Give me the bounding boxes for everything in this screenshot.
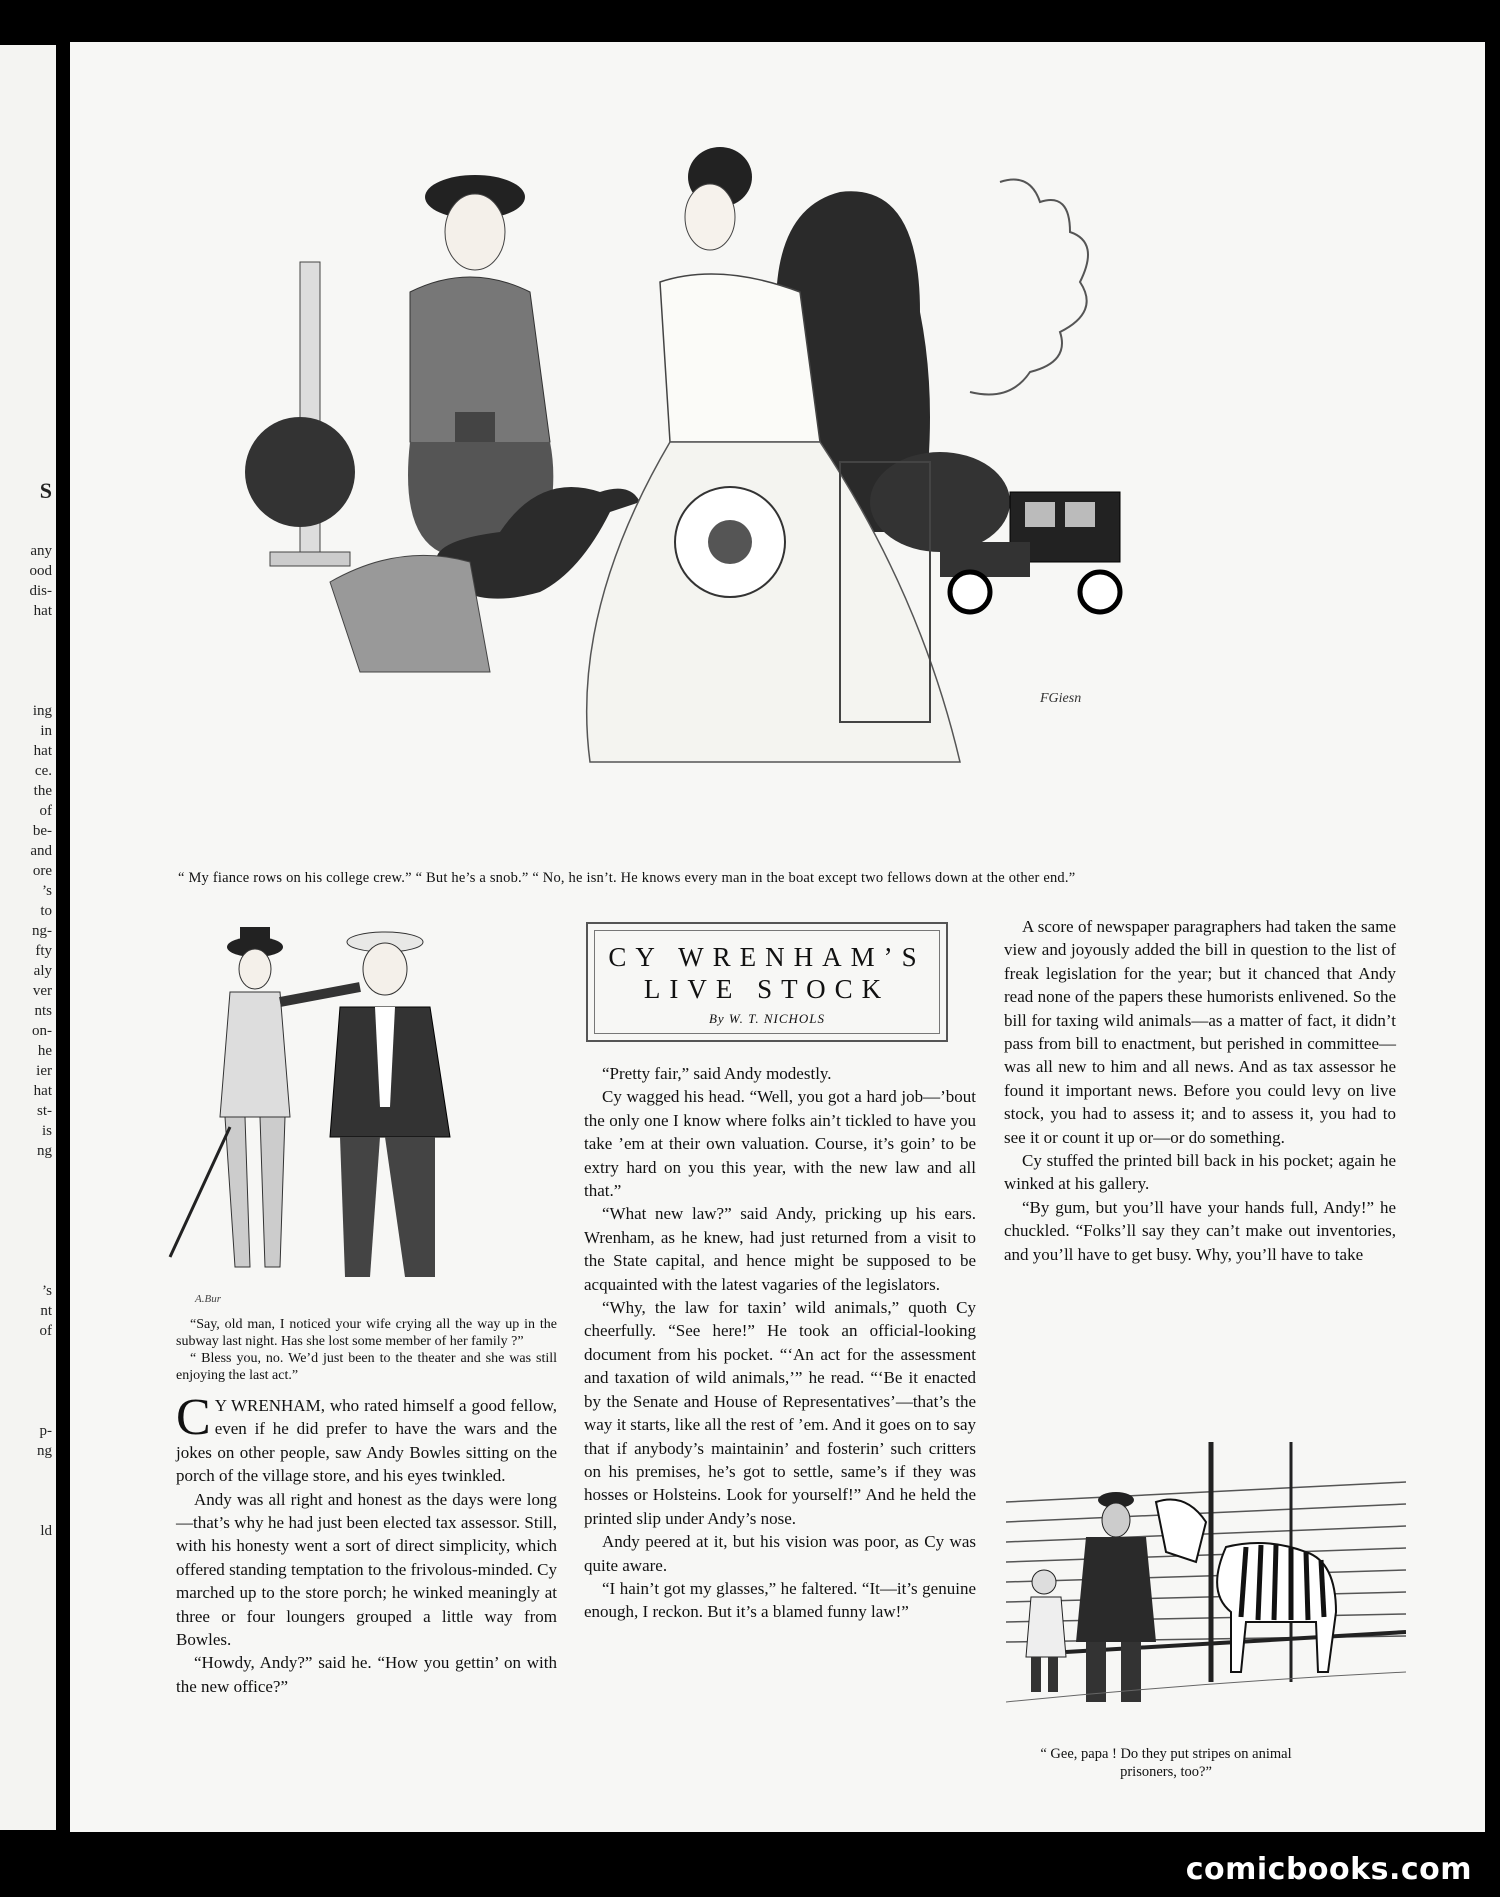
title-line-2: LIVE STOCK xyxy=(643,974,891,1004)
prev-page-fragment: to xyxy=(40,903,52,919)
caption-line-1: “Say, old man, I noticed your wife crying all the way up in the subway last night. Has she lost some member of her family ?” xyxy=(176,1317,557,1349)
prev-page-fragment: p- xyxy=(39,1423,52,1439)
prev-page-fragment: any xyxy=(30,543,52,559)
prev-page-fragment: dis- xyxy=(29,583,52,599)
col3-para-2: Cy stuffed the printed bill back in his pocket; again he winked at his gallery. xyxy=(1004,1151,1396,1194)
zebra-illustration xyxy=(1006,1442,1406,1732)
watermark: comicbooks.com xyxy=(1185,1852,1472,1887)
caption-line-2: “ Bless you, no. We’d just been to the theater and she was still enjoying the last act.” xyxy=(176,1351,557,1383)
prev-page-fragment: S xyxy=(39,478,52,503)
previous-page-edge xyxy=(0,45,56,1830)
prev-page-fragment: of xyxy=(39,803,52,819)
prev-page-fragment: ng xyxy=(37,1143,52,1159)
prev-page-fragment: ing xyxy=(32,703,52,719)
prev-page-fragment: fty xyxy=(35,943,52,959)
top-caption: “ My fiance rows on his college crew.” “ But he’s a snob.” “ No, he isn’t. He knows every man in the boat except two fellows down at the other end.” xyxy=(178,870,1076,886)
prev-page-fragment: hat xyxy=(33,603,52,619)
prev-page-fragment: in xyxy=(40,723,52,739)
prev-page-fragment: ’s xyxy=(41,883,52,899)
prev-page-fragment: ng- xyxy=(32,923,52,939)
prev-page-fragment: hat xyxy=(33,1083,52,1099)
prev-page-fragment: nt xyxy=(40,1303,52,1319)
col2-para-6: “I hain’t got my glasses,” he faltered. “It—it’s genuine enough, I reckon. But it’s a blamed funny law!” xyxy=(584,1578,976,1622)
col2-para-3: “What new law?” said Andy, pricking up his ears. Wrenham, as he knew, had just returned from a visit to the State capital, and hence might be supposed to be acquainted with the latest vagaries of the legislators. xyxy=(584,1204,976,1294)
col2-para-2: Cy wagged his head. “Well, you got a hard job—’bout the only one I know where folks ain’t tickled to have you take ’em at their own valuation. Course, it’s goin’ to be extry hard on you this year, with the new law and all that.” xyxy=(584,1087,976,1201)
prev-page-fragment: ood xyxy=(29,563,52,579)
prev-page-fragment: ng xyxy=(37,1443,52,1459)
man-figure xyxy=(1076,1492,1156,1702)
prev-page-fragment: ld xyxy=(40,1523,52,1539)
col1-para-2: Andy was all right and honest as the days were long—that’s why he had just been elected tax assessor. Still, with his honesty went a sort of direct simplicity, which offered standing temptation to the frivolous-minded. Cy marched up to the store porch; he winked meaningly at three or four loungers grouped a little way from Bowles. xyxy=(176,1489,557,1650)
prev-page-fragment: hat xyxy=(33,743,52,759)
column-3 xyxy=(1004,915,1396,1266)
page-gutter xyxy=(56,45,70,1830)
prev-page-fragment: be- xyxy=(32,823,52,839)
col3-para-1: A score of newspaper paragraphers had taken the same view and joyously added the bill in question to the list of freak legislation for the year; but it chanced that Andy read none of the papers these humorists enlivened. So the bill for taxing wild animals—as a matter of fact, it didn’t pass from bill to enactment, but perished in committee—was all new to him and all news. And as tax assessor he found it important news. Before you could levy on live stock, you had to assess it; and to assess it, you had to see it or count it up or—or do something. xyxy=(1004,917,1396,1147)
prev-page-fragment: st- xyxy=(37,1103,52,1119)
column-2 xyxy=(584,1062,976,1624)
column-1 xyxy=(176,1389,557,1698)
two-men-illustration xyxy=(150,907,520,1307)
col1-para-3: “Howdy, Andy?” said he. “How you gettin’ on with the new office?” xyxy=(176,1653,557,1696)
prev-page-fragment: is xyxy=(41,1123,52,1139)
top-illustration xyxy=(240,112,1220,852)
prev-page-fragment: ier xyxy=(36,1063,52,1079)
svg-text:A.Bur: A.Bur xyxy=(195,1293,221,1305)
byline: By W. T. NICHOLS xyxy=(708,1011,826,1026)
two-men-caption xyxy=(176,1316,557,1384)
dropcap: C xyxy=(176,1389,211,1446)
prev-page-fragment: aly xyxy=(33,963,52,979)
col1-para-1: C Y WRENHAM, who rated himself a good fellow, even if he did prefer to have the wars and the jokes on other people, saw Andy Bowles sitting on the porch of the village store, and his eyes twinkled. xyxy=(176,1389,557,1486)
prev-page-fragment: ore xyxy=(32,863,52,879)
svg-text:FGiesn: FGiesn xyxy=(1040,691,1082,706)
prev-page-fragment: nts xyxy=(34,1003,52,1019)
col3-para-3: “By gum, but you’ll have your hands full, Andy!” he chuckled. “Folks’ll say they can’t make out inventories, and you’ll have to get busy. Why, you’ll have to take xyxy=(1004,1197,1396,1264)
col2-para-4: “Why, the law for taxin’ wild animals,” quoth Cy cheerfully. “See here!” He took an official-looking document from his pocket. “‘An act for the assessment and taxation of wild animals,’” he read. “‘Be it enacted by the Senate and House of Representatives’—that’s the way it starts, like all the rest of ’em. And it goes on to say that if anybody’s maintainin’ and fosterin’ such critters on his premises, he’s got to settle, same’s if they was hosses or Holsteins. Look for yourself!” And he held the printed slip under Andy’s nose. xyxy=(584,1298,976,1528)
magazine-page xyxy=(70,42,1485,1832)
story-title-box xyxy=(586,922,948,1042)
prev-page-fragment: ver xyxy=(32,983,52,999)
prev-page-fragment: on- xyxy=(32,1023,52,1039)
prev-page-fragment: ce. xyxy=(34,763,52,779)
prev-page-fragment: and xyxy=(30,843,52,859)
prev-page-fragment: ’s xyxy=(41,1283,52,1299)
title-line-1: CY WRENHAM’S xyxy=(608,942,926,972)
prev-page-fragment: of xyxy=(39,1323,52,1339)
zebra-caption: “ Gee, papa ! Do they put stripes on animal prisoners, too?” xyxy=(1040,1746,1292,1780)
child-figure xyxy=(1026,1570,1066,1692)
col2-para-1: “Pretty fair,” said Andy modestly. xyxy=(602,1064,832,1083)
seated-woman-left xyxy=(408,175,553,552)
prev-page-fragment: the xyxy=(33,783,52,799)
col2-para-5: Andy peered at it, but his vision was poor, as Cy was quite aware. xyxy=(584,1532,976,1575)
prev-page-fragment: he xyxy=(37,1043,52,1059)
